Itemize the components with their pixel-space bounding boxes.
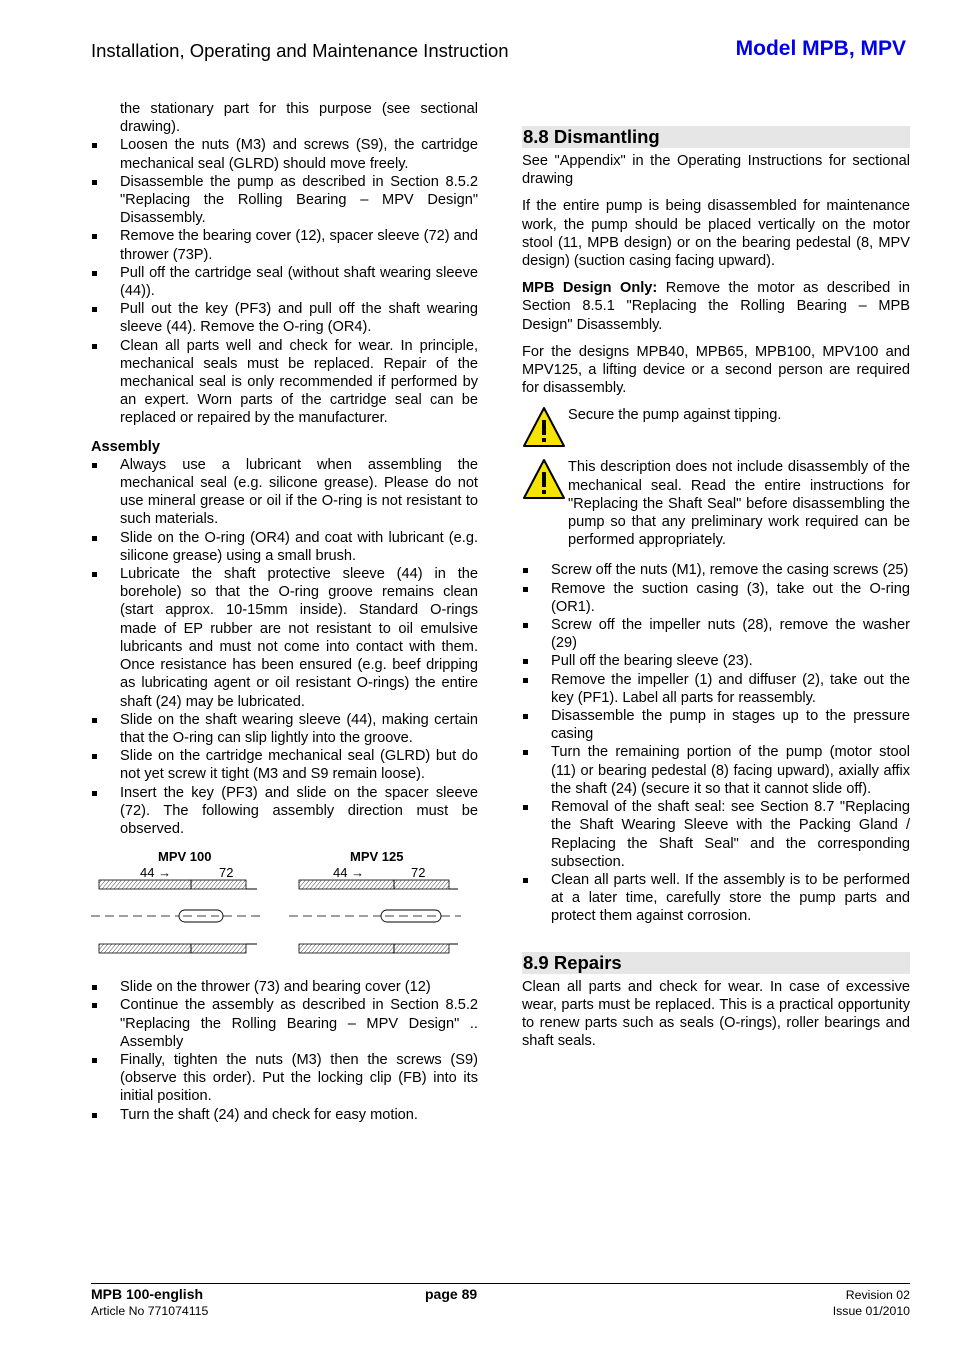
list-item: Pull off the bearing sleeve (23). <box>522 652 910 670</box>
footer-page-number: page 89 <box>425 1286 478 1302</box>
warning-text: This description does not include disassembly of the mechanical seal. Read the entire instructions for "Replacing the Shaft Seal" before disassembling the pump so that any preliminary work required can be performed appropriately. <box>568 459 910 549</box>
final-assembly-list <box>91 978 478 1124</box>
paragraph: See "Appendix" in the Operating Instructions for sectional drawing <box>522 153 910 188</box>
assembly-heading: Assembly <box>91 438 160 455</box>
figure-part-72: 72 <box>411 865 426 881</box>
header-title: Installation, Operating and Maintenance Instruction <box>91 40 509 61</box>
list-item: Loosen the nuts (M3) and screws (S9), the cartridge mechanical seal (GLRD) should move freely. <box>91 136 478 172</box>
continued-text: the stationary part for this purpose (see sectional drawing). <box>120 101 478 136</box>
list-item: Turn the remaining portion of the pump (motor stool (11) or bearing pedestal (8) facing upward), axially affix the shaft (24) (secure it so that it cannot slide off). <box>522 743 910 798</box>
list-item: Screw off the nuts (M1), remove the casing screws (25) <box>522 561 910 579</box>
warning-icon <box>522 406 566 448</box>
section-heading-dismantling: 8.8 Dismantling <box>522 126 910 148</box>
paragraph: Clean all parts and check for wear. In case of excessive wear, parts must be replaced. This is a practical opportunity to renew parts such as seals (O-rings), roller bearings and shaft seals. <box>522 978 910 1050</box>
footer-document: MPB 100-english <box>91 1286 204 1302</box>
right-column <box>522 126 910 1059</box>
list-item: Pull off the cartridge seal (without shaft wearing sleeve (44)). <box>91 264 478 300</box>
warning-note <box>522 406 910 450</box>
footer-article: Article No 771074115 <box>91 1304 209 1318</box>
list-item: Turn the shaft (24) and check for easy motion. <box>91 1106 478 1124</box>
figure-part-72: 72 <box>219 865 234 881</box>
list-item: Clean all parts well and check for wear. In principle, mechanical seals must be replaced. Repair of the mechanical seal is only recommended if performed by an expert. Worn parts of the cartridge seal can be replaced or repaired by the manufacturer. <box>91 337 478 428</box>
list-item: Continue the assembly as described in Section 8.5.2 "Replacing the Rolling Bearing – MPV Design" .. Assembly <box>91 996 478 1051</box>
left-column <box>91 100 478 1124</box>
figure-label-mpv100: MPV 100 <box>158 849 212 865</box>
list-item: Slide on the O-ring (OR4) and coat with lubricant (e.g. silicone grease) using a small brush. <box>91 529 478 565</box>
list-item: Insert the key (PF3) and slide on the spacer sleeve (72). The following assembly direction must be observed. <box>91 784 478 839</box>
list-item: Always use a lubricant when assembling the mechanical seal (e.g. silicone grease). Please do not use mineral grease or oil if the O-ring is not resistant to such materials. <box>91 456 478 529</box>
warning-note <box>522 458 910 549</box>
footer-revision: Revision 02 <box>845 1288 910 1302</box>
list-item: Screw off the impeller nuts (28), remove the washer (29) <box>522 616 910 652</box>
paragraph: For the designs MPB40, MPB65, MPB100, MPV100 and MPV125, a lifting device or a second person are required for disassembly. <box>522 343 910 397</box>
list-item: Remove the suction casing (3), take out the O-ring (OR1). <box>522 580 910 616</box>
list-item: Removal of the shaft seal: see Section 8.7 "Replacing the Shaft Wearing Sleeve with the Packing Gland / Replacing the Shaft Seal" and the corresponding subsection. <box>522 798 910 871</box>
list-item: Clean all parts well. If the assembly is to be performed at a later time, carefully store the pump parts and protect them against corrosion. <box>522 871 910 926</box>
paragraph: If the entire pump is being disassembled for maintenance work, the pump should be placed vertically on the motor stool (11, MPB design) or on the bearing pedestal (8, MPV design) (suction casing facing upward). <box>522 198 910 270</box>
paragraph <box>522 279 910 334</box>
model-title: Model MPB, MPV <box>735 37 906 60</box>
list-item: Remove the bearing cover (12), spacer sleeve (72) and thrower (73P). <box>91 227 478 263</box>
figure-label-mpv125: MPV 125 <box>350 849 404 865</box>
figure-part-44: 44 → <box>140 865 172 881</box>
list-item: Slide on the thrower (73) and bearing cover (12) <box>91 978 478 996</box>
list-item: Pull out the key (PF3) and pull off the shaft wearing sleeve (44). Remove the O-ring (OR4). <box>91 300 478 336</box>
warning-text: Secure the pump against tipping. <box>568 407 782 424</box>
bold-lead: MPB Design Only: <box>522 280 658 297</box>
assembly-list <box>91 456 478 838</box>
sleeve-diagram <box>91 878 478 968</box>
warning-icon <box>522 458 566 500</box>
dismantling-steps <box>522 561 910 925</box>
list-item: Finally, tighten the nuts (M3) then the screws (S9) (observe this order). Put the locking clip (FB) into its initial position. <box>91 1051 478 1106</box>
list-item: Disassemble the pump as described in Section 8.5.2 "Replacing the Rolling Bearing – MPV Design" Disassembly. <box>91 173 478 228</box>
disassembly-list <box>91 136 478 427</box>
list-item: Slide on the cartridge mechanical seal (GLRD) but do not yet screw it tight (M3 and S9 remain loose). <box>91 747 478 783</box>
section-heading-repairs: 8.9 Repairs <box>522 952 910 974</box>
footer-divider <box>91 1283 910 1284</box>
footer-issue: Issue 01/2010 <box>832 1304 910 1318</box>
list-item: Lubricate the shaft protective sleeve (44) in the borehole) so that the O-ring groove remains clean (start approx. 10-15mm inside). Standard O-rings made of EP rubber are not resistant to oil emulsive lubricants and must not come into contact with them. Once resistance has been ensured (e.g. beef dripping as lubricating agent or oil resistant O-rings) the entire shaft (24) may be lubricated. <box>91 565 478 711</box>
list-item: Remove the impeller (1) and diffuser (2), take out the key (PF1). Label all parts for reassembly. <box>522 671 910 707</box>
list-item: Disassemble the pump in stages up to the pressure casing <box>522 707 910 743</box>
assembly-direction-figure <box>91 848 478 968</box>
list-item: Slide on the shaft wearing sleeve (44), making certain that the O-ring can slip lightly into the groove. <box>91 711 478 747</box>
paragraph-text: Remove the motor as described in Section 8.5.1 "Replacing the Rolling Bearing – MPB Design" Disassembly. <box>522 280 910 333</box>
figure-part-44: 44 → <box>333 865 365 881</box>
